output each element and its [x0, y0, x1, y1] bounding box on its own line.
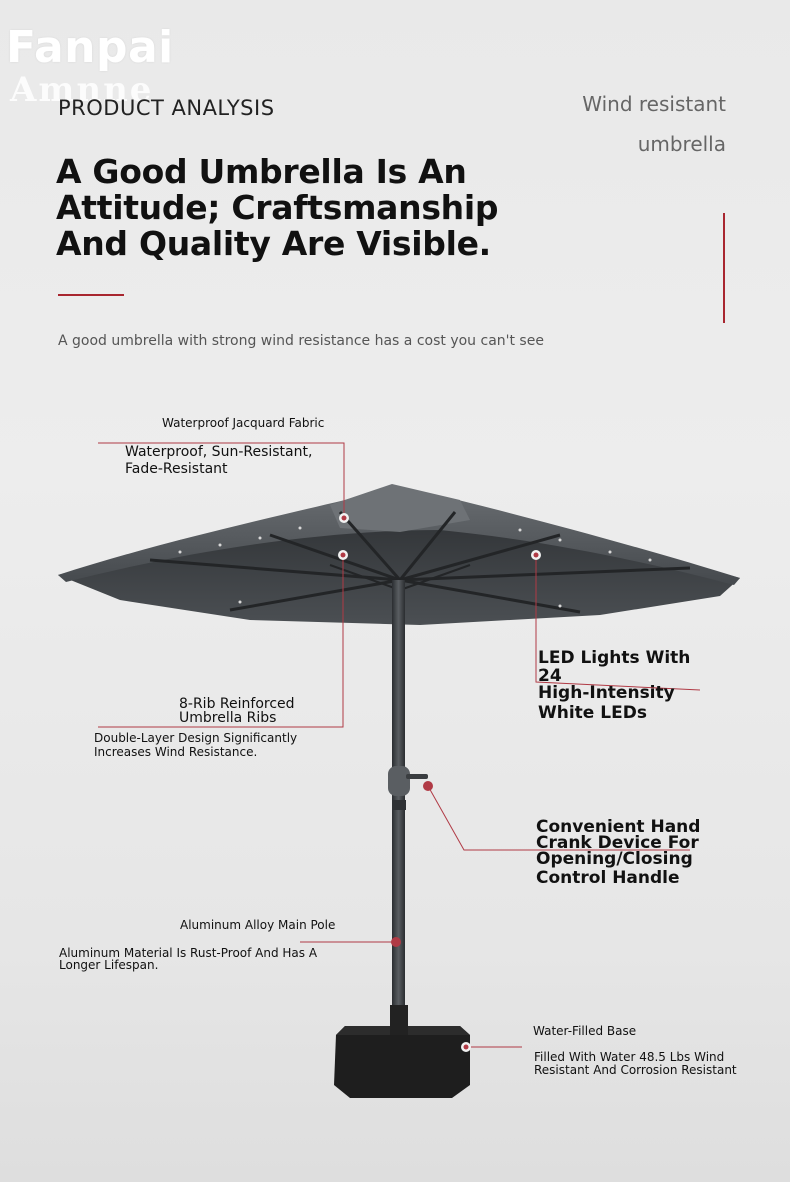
- ribs-line2: Increases Wind Resistance.: [94, 745, 258, 759]
- brand-logo: Fanpai: [6, 22, 174, 73]
- accent-rule-horizontal: [58, 294, 124, 296]
- subline: A good umbrella with strong wind resistance has a cost you can't see: [58, 333, 544, 349]
- ribs-title2: Umbrella Ribs: [179, 710, 277, 726]
- crank-handle: [388, 766, 428, 810]
- fabric-title: Waterproof Jacquard Fabric: [162, 416, 325, 430]
- side-tag-line2: umbrella: [637, 132, 726, 156]
- headline-line2: Attitude; Craftsmanship: [56, 188, 499, 227]
- main-pole: [392, 580, 405, 1045]
- headline: [56, 154, 516, 262]
- brand-logo-sub: Amnne: [10, 70, 154, 110]
- side-tag-line1: Wind resistant: [582, 92, 726, 116]
- crank-line2: Crank Device For: [536, 833, 699, 853]
- base-title: Water-Filled Base: [533, 1024, 637, 1038]
- accent-rule-vertical: [723, 213, 725, 323]
- crank-line1: Convenient Hand: [536, 817, 701, 837]
- base-line2: Resistant And Corrosion Resistant: [534, 1063, 737, 1077]
- fabric-line1: Waterproof, Sun-Resistant,: [125, 444, 313, 460]
- led-line1: LED Lights With: [538, 648, 691, 668]
- pole-line1: Aluminum Material Is Rust-Proof And Has A: [59, 946, 318, 960]
- headline-line3: And Quality Are Visible.: [56, 224, 491, 263]
- led-line3: High-Intensity: [538, 683, 675, 703]
- ribs-title1: 8-Rib Reinforced: [179, 696, 295, 712]
- crank-line4: Control Handle: [536, 868, 680, 888]
- pole-line2: Longer Lifespan.: [59, 958, 159, 972]
- crank-line3: Opening/Closing: [536, 849, 693, 869]
- fabric-line2: Fade-Resistant: [125, 461, 228, 477]
- headline-line1: A Good Umbrella Is An: [56, 152, 467, 191]
- base-line1: Filled With Water 48.5 Lbs Wind: [534, 1050, 725, 1064]
- section-label: PRODUCT ANALYSIS: [58, 96, 275, 120]
- pole-title: Aluminum Alloy Main Pole: [180, 918, 336, 932]
- led-line2: 24: [538, 666, 562, 686]
- water-base: [334, 1005, 470, 1098]
- led-line4: White LEDs: [538, 703, 647, 723]
- ribs-line1: Double-Layer Design Significantly: [94, 731, 298, 745]
